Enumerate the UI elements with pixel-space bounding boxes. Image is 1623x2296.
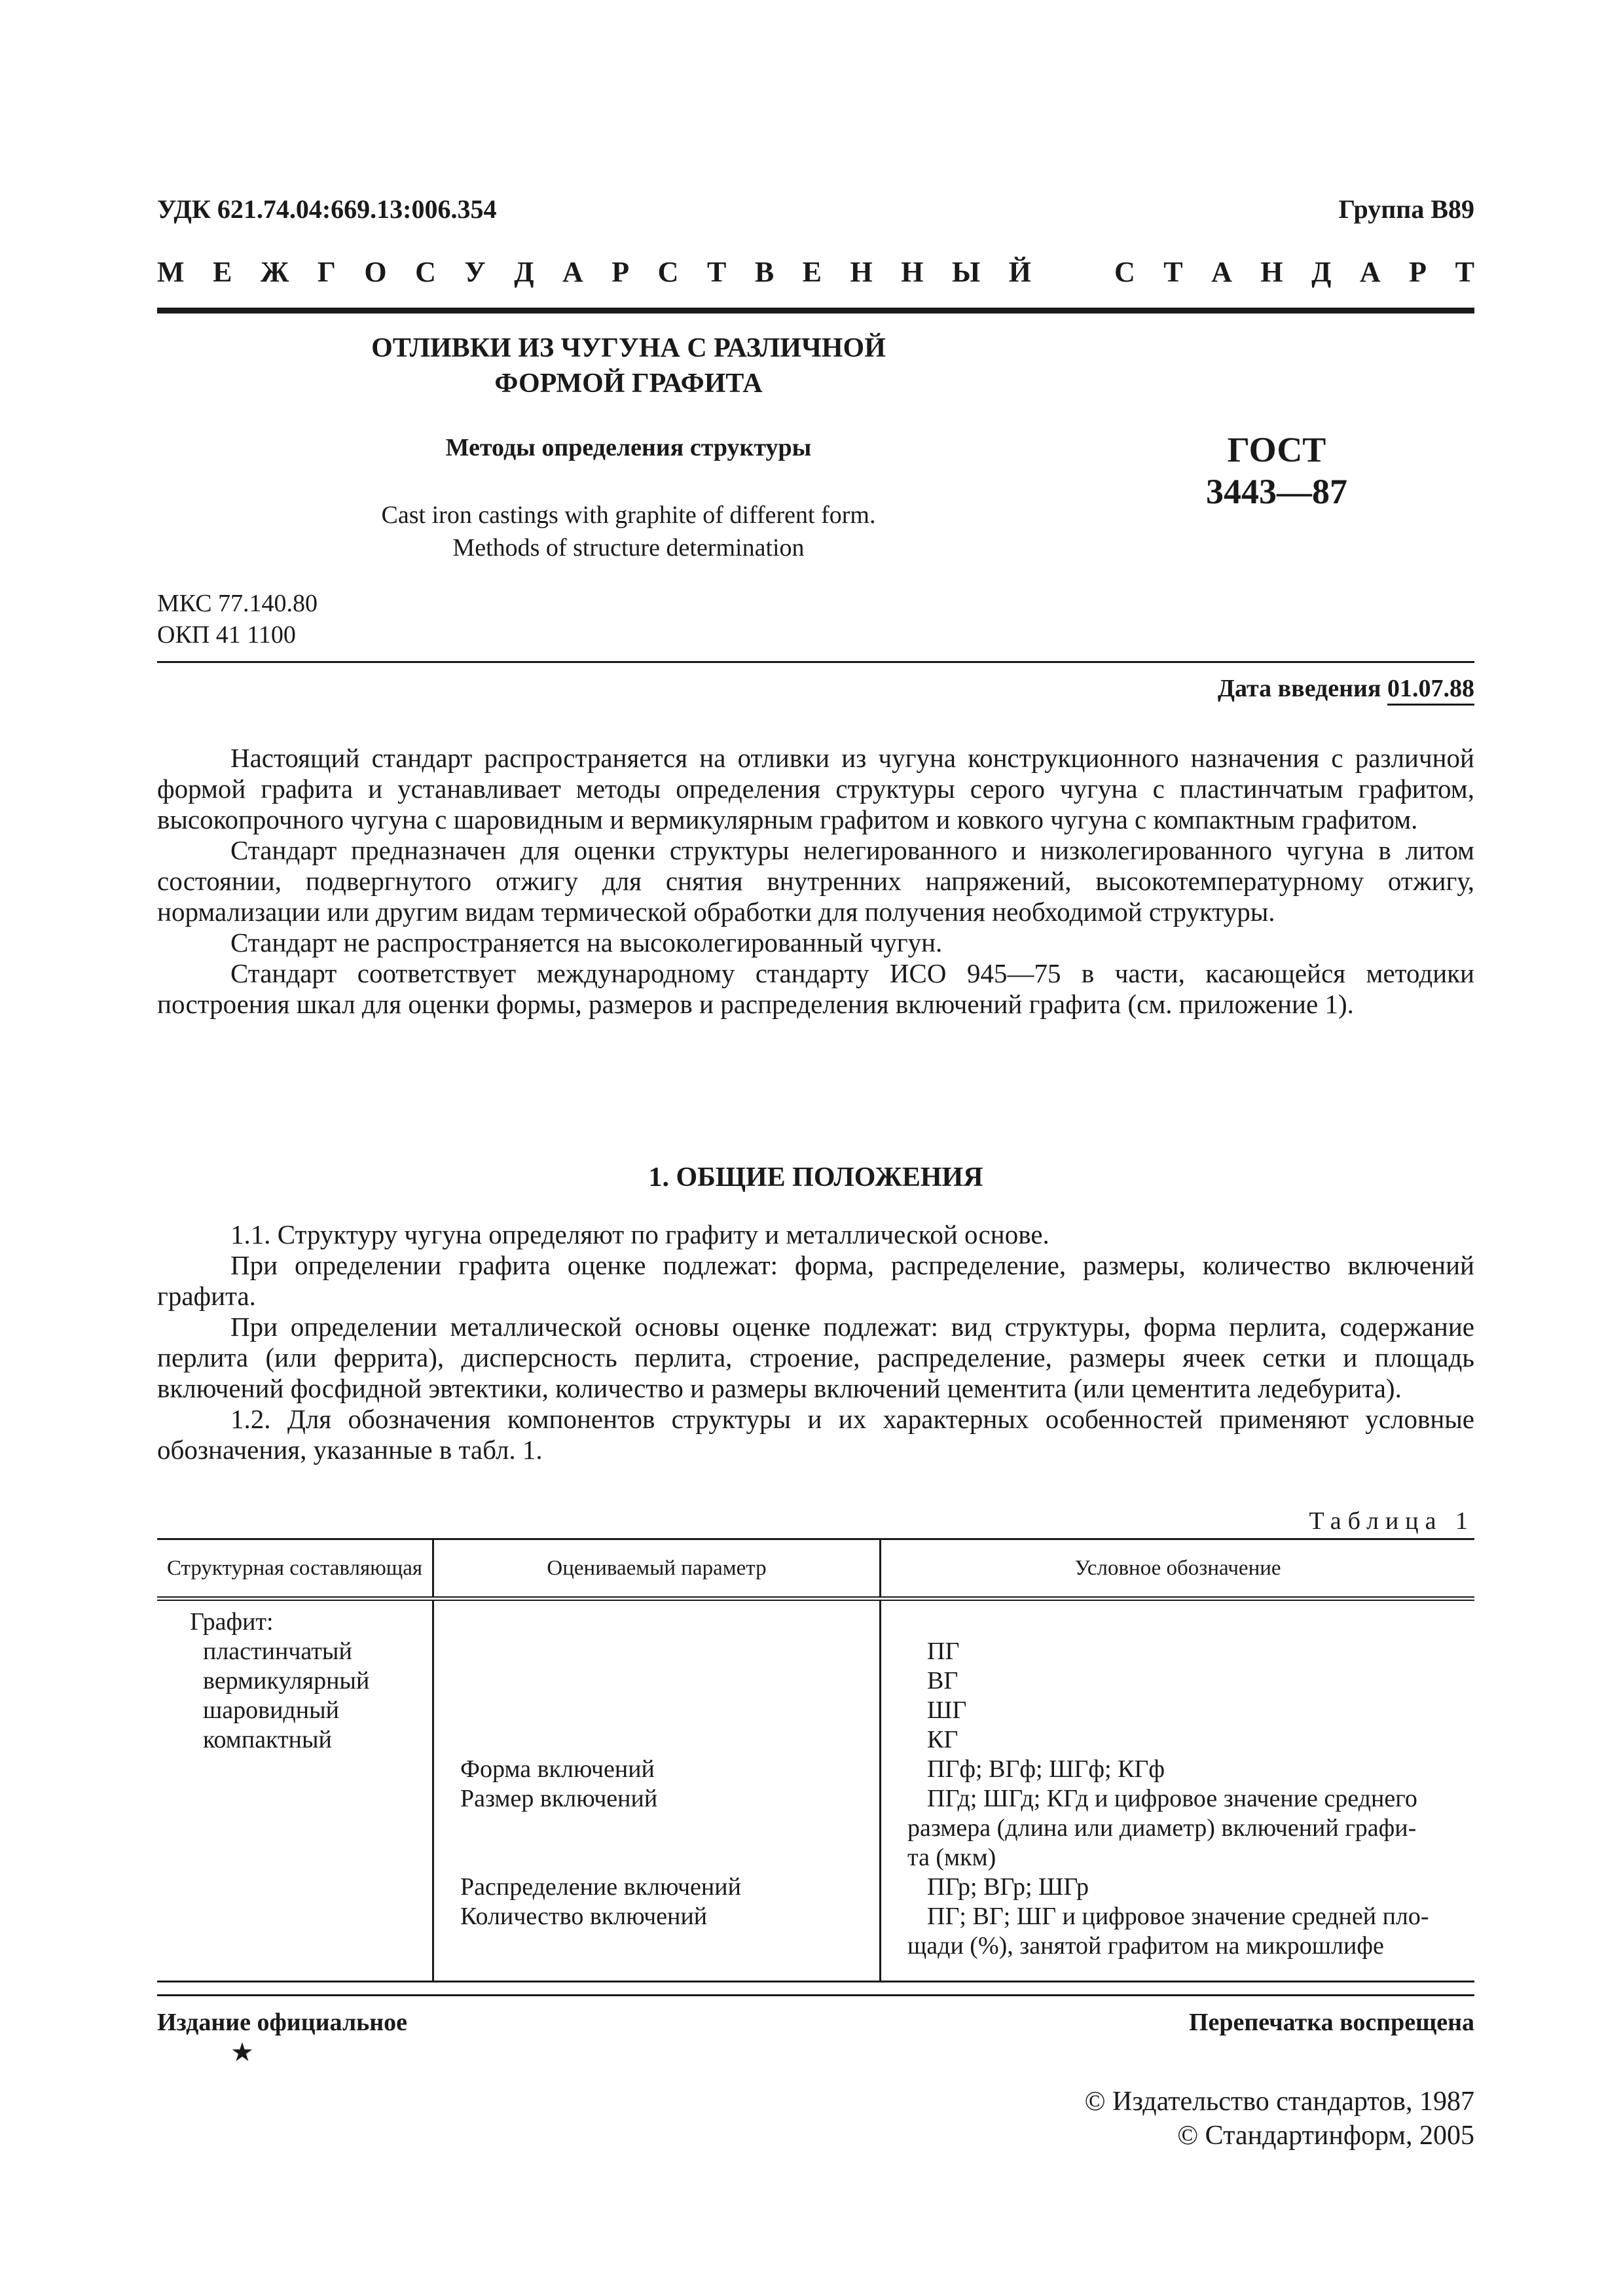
- cell-line: Форма включений: [460, 1755, 655, 1783]
- table-1: [157, 1538, 1474, 1982]
- document-page: [157, 0, 1474, 2296]
- mks-code: МКС 77.140.80: [157, 590, 318, 617]
- banner-letter: А: [1359, 256, 1381, 288]
- banner-letter: С: [1114, 256, 1135, 288]
- banner-letter: С: [657, 256, 679, 288]
- english-title-line-1: Cast iron castings with graphite of different form.: [381, 501, 876, 529]
- table-row: [157, 1599, 1474, 1982]
- cell-line: Распределение включений: [460, 1873, 741, 1901]
- cell-line: вермикулярный: [203, 1667, 370, 1695]
- gost-label: ГОСТ: [1227, 430, 1326, 469]
- english-title: [157, 499, 1100, 564]
- reprint-notice: Перепечатка воспрещена: [1188, 2009, 1474, 2036]
- banner-letter: О: [364, 256, 387, 288]
- gost-code: 3443—87: [1206, 472, 1347, 511]
- cell-line: ШГ: [927, 1696, 967, 1724]
- intro-paragraph-4: Стандарт соответствует международному стандарту ИСО 945—75 в части, касающейся методики построения шкал для оценки формы, размеров и распределения включений графита (см. приложение 1).: [157, 958, 1474, 1019]
- banner-letter: Д: [514, 256, 534, 288]
- section-paragraph-4: 1.2. Для обозначения компонентов структуры и их характерных особенностей применяют условные обозначения, указанные в табл. 1.: [157, 1404, 1474, 1465]
- cell-line: ВГ: [927, 1667, 958, 1695]
- section-paragraph-1: 1.1. Структуру чугуна определяют по графиту и металлической основе.: [230, 1219, 1049, 1249]
- banner-letter: Т: [1163, 256, 1183, 288]
- banner-letter: М: [157, 256, 185, 288]
- title-line-2: ФОРМОЙ ГРАФИТА: [494, 368, 763, 399]
- classification-codes: [157, 588, 318, 651]
- cell-line: КГ: [927, 1726, 958, 1753]
- banner-letter: У: [464, 256, 486, 288]
- banner-letter: Ж: [260, 256, 289, 288]
- intro-date-value: 01.07.88: [1387, 675, 1474, 706]
- introduction-date: [1218, 674, 1474, 703]
- intro-paragraph-3: Стандарт не распространяется на высоколегированный чугун.: [230, 927, 943, 958]
- column-header: Структурная составляющая: [157, 1539, 433, 1599]
- table-header-row: [157, 1539, 1474, 1599]
- gost-number: [1178, 429, 1375, 512]
- cell-line: Размер включений: [460, 1785, 658, 1812]
- banner-letter: Т: [706, 256, 727, 288]
- standard-banner: [157, 255, 1474, 289]
- cell-line: та (мкм): [907, 1844, 996, 1871]
- table-cell-parameter: [433, 1599, 881, 1982]
- english-title-line-2: Methods of structure determination: [452, 534, 805, 562]
- intro-date-label: Дата введения: [1217, 675, 1387, 702]
- intro-paragraph-1: Настоящий стандарт распространяется на отливки из чугуна конструкционного назначения с различной формой графита и устанавливает методы определения структуры серого чугуна с пластинчатым графитом, высокопрочного чугуна с шаровидным и вермикулярным графитом и ковкого чугуна с компактным графитом.: [157, 743, 1474, 834]
- section-heading: 1. ОБЩИЕ ПОЛОЖЕНИЯ: [648, 1162, 983, 1193]
- codes-rule: [157, 661, 1474, 663]
- banner-letter: Т: [1455, 256, 1474, 288]
- okp-code: ОКП 41 1100: [157, 621, 296, 649]
- document-subtitle: Методы определения структуры: [445, 434, 812, 461]
- table-cell-component: [157, 1599, 433, 1982]
- banner-letter: Р: [611, 256, 630, 288]
- section-paragraph-3: При определении металлической основы оценке подлежат: вид структуры, форма перлита, содержание перлита (или феррита), дисперсность перлита, строение, распределение, размеры ячеек сетки и площадь включений фосфидной эвтектики, количество и размеры включений цементита (или цементита ледебурита).: [157, 1312, 1474, 1403]
- banner-letter: А: [562, 256, 583, 288]
- header-rule: [157, 308, 1474, 314]
- banner-letter: Е: [802, 256, 822, 288]
- banner-letter: Е: [213, 256, 232, 288]
- document-title: [157, 331, 1100, 401]
- banner-letter: Г: [317, 256, 336, 288]
- table-cell-notation: [881, 1599, 1475, 1982]
- copyright-line-2: © Стандартинформ, 2005: [1177, 2121, 1474, 2151]
- column-header: Оцениваемый параметр: [433, 1539, 881, 1599]
- star-icon: ★: [230, 2037, 254, 2067]
- column-header: Условное обозначение: [881, 1539, 1475, 1599]
- title-line-1: ОТЛИВКИ ИЗ ЧУГУНА С РАЗЛИЧНОЙ: [371, 333, 886, 363]
- cell-line: шаровидный: [203, 1696, 339, 1724]
- banner-letter: Ы: [952, 256, 981, 288]
- cell-line: ПГд; ШГд; КГд и цифровое значение среднего: [927, 1785, 1417, 1812]
- cell-line: размера (длина или диаметр) включений графи-: [907, 1814, 1417, 1842]
- copyright-line-1: © Издательство стандартов, 1987: [1084, 2087, 1474, 2117]
- cell-line: ПГ; ВГ; ШГ и цифровое значение средней пло-: [927, 1903, 1429, 1930]
- banner-letter: А: [1211, 256, 1232, 288]
- section-paragraph-2: При определении графита оценке подлежат: форма, распределение, размеры, количество включений графита.: [157, 1250, 1474, 1311]
- banner-letter: Н: [1260, 256, 1283, 288]
- section-text: [157, 1219, 1474, 1465]
- banner-letter: Й: [1008, 256, 1031, 288]
- banner-letter: С: [415, 256, 436, 288]
- cell-line: Количество включений: [460, 1903, 708, 1930]
- cell-line: компактный: [203, 1726, 332, 1753]
- banner-letter: В: [754, 256, 775, 288]
- banner-letter: Н: [850, 256, 873, 288]
- edition-label: Издание официальное: [157, 2009, 408, 2036]
- intro-paragraph-2: Стандарт предназначен для оценки структуры нелегированного и низколегированного чугуна в литом состоянии, подвергнутого отжигу для снятия внутренних напряжений, высокотемпературному отжигу, нормализации или другим видам термической обработки для получения необходимой структуры.: [157, 835, 1474, 927]
- banner-letter: Р: [1409, 256, 1427, 288]
- cell-line: пластинчатый: [203, 1638, 352, 1665]
- cell-line: ПГр; ВГр; ШГр: [927, 1873, 1089, 1901]
- footer-rule: [157, 1994, 1474, 1996]
- cell-line: щади (%), занятой графитом на микрошлифе: [907, 1932, 1384, 1960]
- cell-line: Графит:: [190, 1608, 274, 1636]
- udk-code: УДК 621.74.04:669.13:006.354: [157, 194, 497, 224]
- banner-letter: Н: [901, 256, 924, 288]
- intro-text: [157, 743, 1474, 1020]
- copyright: [1085, 2085, 1474, 2153]
- group-code: Группа В89: [1338, 194, 1474, 224]
- table-caption: Таблица 1: [1309, 1507, 1474, 1535]
- banner-letter: Д: [1311, 256, 1332, 288]
- cell-line: ПГф; ВГф; ШГф; КГф: [927, 1755, 1165, 1783]
- cell-line: ПГ: [927, 1638, 960, 1665]
